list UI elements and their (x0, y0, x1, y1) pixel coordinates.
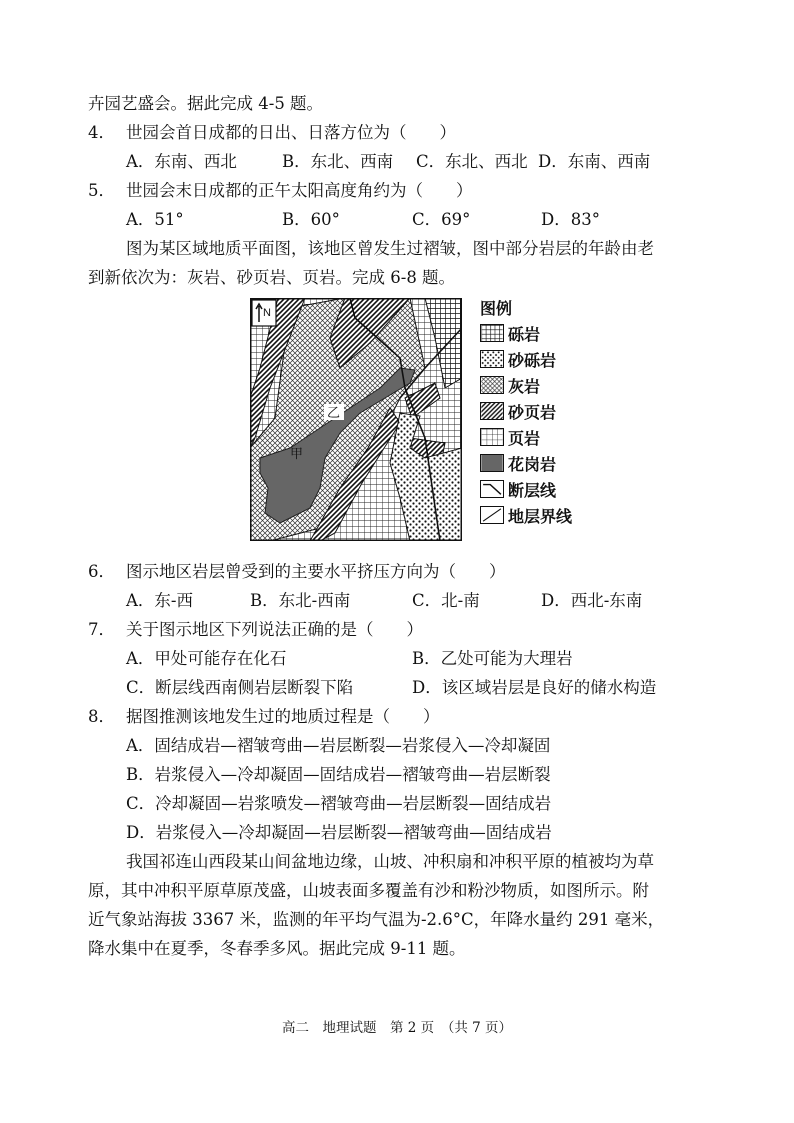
fault-line-swatch (480, 480, 504, 498)
q5-stem: 世园会末日成都的正午太阳高度角约为（ ） (126, 181, 473, 200)
q5-option-d[interactable]: D．83° (541, 210, 600, 229)
q6-option-a[interactable]: A．东-西 (126, 591, 193, 610)
legend-item-fault (480, 476, 590, 502)
q7-option-c[interactable]: C．断层线西南侧岩层断裂下陷 (126, 678, 354, 697)
legend-title: 图例 (480, 299, 513, 318)
page-footer: 高二 地理试题 第 2 页 （共 7 页） (281, 1020, 513, 1036)
legend-item-limestone (480, 372, 590, 398)
geologic-map (250, 298, 462, 541)
label-yi: 乙 (327, 406, 341, 421)
q7-option-d[interactable]: D．该区域岩层是良好的储水构造 (412, 678, 657, 697)
q5-option-a[interactable]: A．51° (126, 210, 184, 229)
q6-stem: 图示地区岩层曾受到的主要水平挤压方向为（ ） (126, 562, 506, 581)
shale-swatch (480, 428, 504, 446)
legend-label: 灰岩 (508, 376, 541, 396)
legend-label: 地层界线 (508, 506, 573, 526)
q8-option-d[interactable]: D．岩浆侵入—冷却凝固—岩层断裂—褶皱弯曲—固结成岩 (126, 823, 552, 842)
legend-item-granite (480, 450, 590, 476)
passage3-line-1: 我国祁连山西段某山间盆地边缘，山坡、冲积扇和冲积平原的植被均为草 (126, 852, 654, 871)
q7-option-b[interactable]: B．乙处可能为大理岩 (412, 649, 573, 668)
passage2-line-2: 到新依次为：灰岩、砂页岩、页岩。完成 6-8 题。 (88, 268, 456, 287)
q4-option-b[interactable]: B．东北、西南 (282, 152, 394, 171)
q7-option-a[interactable]: A．甲处可能存在化石 (126, 649, 287, 668)
conglomerate-swatch (480, 324, 504, 342)
q6-option-d[interactable]: D．西北-东南 (541, 591, 643, 610)
legend-item-sandy-shale (480, 398, 590, 424)
q8-stem: 据图推测该地发生过的地质过程是（ ） (126, 707, 440, 726)
q8-number: 8． (88, 707, 115, 726)
legend-label: 砂页岩 (508, 402, 557, 422)
passage3-line-4: 降水集中在夏季，冬春季多风。据此完成 9-11 题。 (88, 939, 466, 958)
passage2-line-1: 图为某区域地质平面图，该地区曾发生过褶皱，图中部分岩层的年龄由老 (126, 239, 654, 258)
q5-option-b[interactable]: B．60° (282, 210, 340, 229)
q4-option-a[interactable]: A．东南、西北 (126, 152, 237, 171)
granite-swatch (480, 454, 504, 472)
legend-label: 砾岩 (508, 324, 541, 344)
limestone-swatch (480, 376, 504, 394)
q4-option-c[interactable]: C．东北、西北 (416, 152, 528, 171)
boundary-line-swatch (480, 506, 504, 524)
legend-label: 断层线 (508, 480, 557, 500)
legend-item-boundary (480, 502, 590, 528)
legend-item-shale (480, 424, 590, 450)
sandy-shale-swatch (480, 402, 504, 420)
q8-option-b[interactable]: B．岩浆侵入—冷却凝固—固结成岩—褶皱弯曲—岩层断裂 (126, 765, 551, 784)
label-jia: 甲 (290, 447, 304, 462)
legend-item-sandy-conglomerate (480, 346, 590, 372)
passage3-line-2: 原，其中冲积平原草原茂盛，山坡表面多覆盖有沙和粉沙物质，如图所示。附 (88, 881, 649, 900)
q8-option-a[interactable]: A．固结成岩—褶皱弯曲—岩层断裂—岩浆侵入—冷却凝固 (126, 736, 551, 755)
q6-option-c[interactable]: C．北-南 (412, 591, 480, 610)
q4-option-d[interactable]: D．东南、西南 (538, 152, 651, 171)
passage3-line-3: 近气象站海拔 3367 米，监测的年平均气温为-2.6°C，年降水量约 291 毫米， (88, 910, 665, 929)
intro-line: 卉园艺盛会。据此完成 4-5 题。 (88, 94, 324, 113)
q7-stem: 关于图示地区下列说法正确的是（ ） (126, 620, 423, 639)
q6-option-b[interactable]: B．东北-西南 (250, 591, 351, 610)
legend-label: 页岩 (508, 428, 541, 448)
q5-option-c[interactable]: C．69° (412, 210, 471, 229)
legend-label: 砂砾岩 (508, 350, 557, 370)
q4-stem: 世园会首日成都的日出、日落方位为（ ） (126, 123, 456, 142)
map-legend (480, 298, 590, 528)
sandy-conglomerate-swatch (480, 350, 504, 368)
legend-item-conglomerate (480, 320, 590, 346)
north-label: N (263, 307, 271, 319)
q5-number: 5． (88, 181, 115, 200)
legend-label: 花岗岩 (508, 454, 557, 474)
q6-number: 6． (88, 562, 115, 581)
q4-number: 4． (88, 123, 115, 142)
q8-option-c[interactable]: C．冷却凝固—岩浆喷发—褶皱弯曲—岩层断裂—固结成岩 (126, 794, 552, 813)
q7-number: 7． (88, 620, 115, 639)
